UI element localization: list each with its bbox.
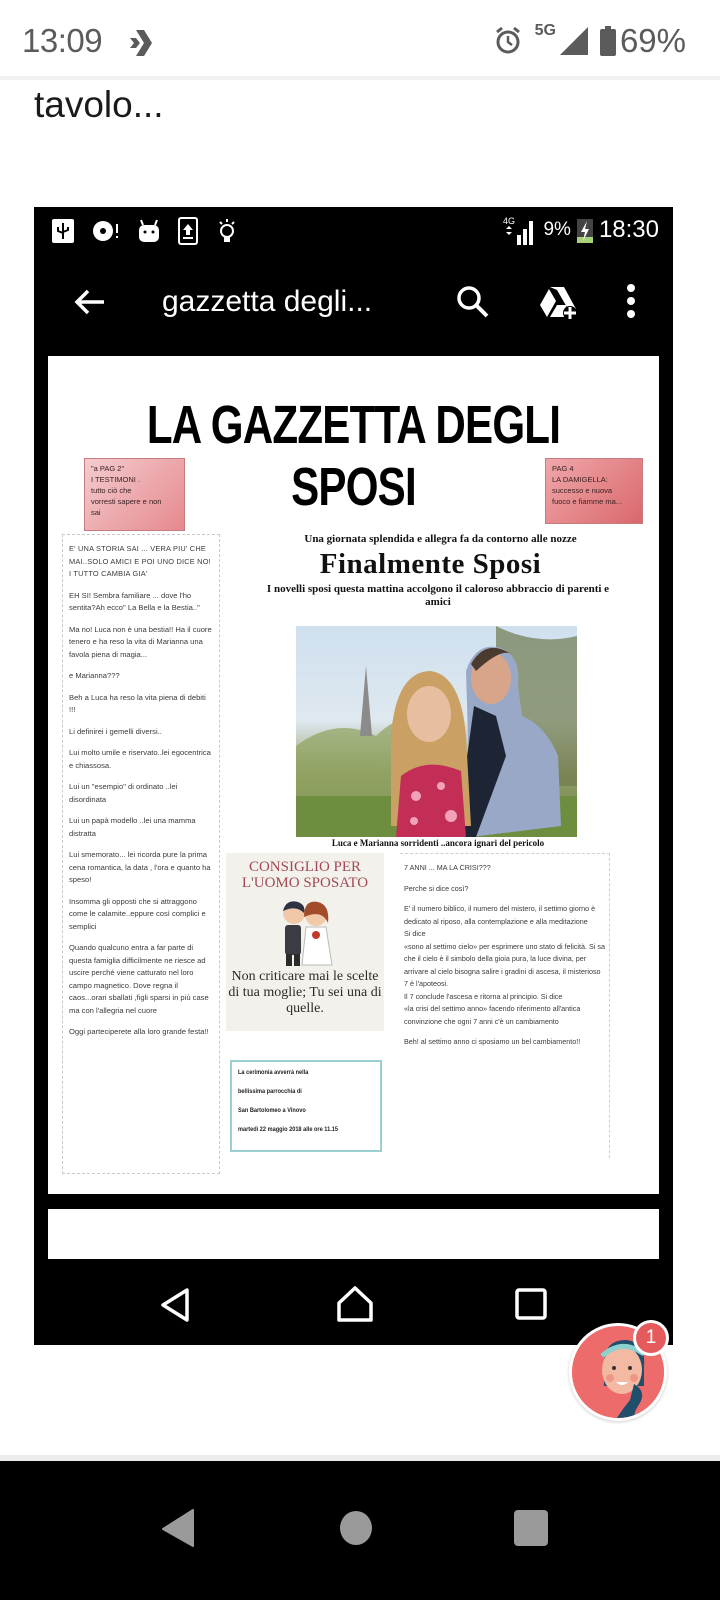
status-time: 13:09 (22, 22, 103, 59)
alarm-icon (493, 26, 523, 56)
embedded-battery-percent: 9% (543, 219, 571, 240)
story-paragraph: Lui smemorato... lei ricorda pure la prima cena romantica, la data , l'ora e quanto ha speso! (69, 850, 211, 884)
ceremony-info-box (230, 1060, 382, 1152)
signal-icon (560, 27, 588, 55)
teaser-line: PAG 4 (552, 464, 574, 473)
search-icon[interactable] (456, 285, 490, 319)
recents-square-icon (514, 1287, 548, 1321)
couple-photo (296, 626, 577, 837)
advice-title: CONSIGLIO PER L'UOMO SPOSATO (241, 859, 369, 891)
record-icon (92, 219, 120, 243)
status-bar (0, 0, 720, 80)
story-paragraph: Beh a Luca ha reso la vita piena di debiti !!! (69, 692, 206, 714)
crisis-paragraph: E' il numero biblico, il numero del mistero, il settimo giorno è dedicato al riposo, alla contemplazione e alla meditazione (404, 904, 596, 926)
svg-text:4G: 4G (503, 216, 516, 226)
teaser-line: tutto ciò che (91, 486, 132, 495)
crisis-paragraph: «sono al settimo cielo» per esprimere uno stato di felicità. Si sa che il cielo è il simbolo della gioia pura, la luce divina, per arrivare al cielo bisogna salire i gradini di ascesa, il misterioso 7 è l'apoteosi. (404, 941, 605, 988)
teaser-line: fuoco e fiamme ma... (552, 497, 623, 506)
arrow-left-icon[interactable] (74, 287, 106, 317)
signal-4g-icon (503, 215, 537, 245)
document-page (48, 356, 659, 1194)
advice-box (226, 853, 384, 1031)
crisis-paragraph: «la crisi del settimo anno» facendo riferimento all'antica convinzione che ogni 7 anni c'è un cambiamento (404, 1004, 581, 1026)
story-paragraph: Ma no! Luca non è una bestia!! Ha il cuore tenero e ha reso la vita di Marianna una favola piena di magia... (69, 624, 212, 659)
notification-badge: 1 (633, 1320, 669, 1356)
battery-percent: 69% (619, 22, 686, 59)
embedded-time: 18:30 (598, 216, 659, 243)
story-paragraph: e Marianna??? (69, 671, 120, 680)
charging-battery-icon (577, 217, 593, 243)
crisis-paragraph: Si dice (404, 929, 426, 938)
teaser-line: I TESTIMONI . (91, 475, 141, 484)
couple-photo-illustration (296, 626, 577, 837)
teaser-line: sai (91, 508, 101, 517)
left-story-column (62, 534, 220, 1174)
story-paragraph: Lui molto umile e riservato..lei egocentrica e chiassosa. (69, 748, 211, 770)
story-paragraph: Li definirei i gemelli diversi.. (69, 726, 162, 736)
android-icon (138, 219, 160, 243)
crisis-paragraph: Beh! al settimo anno ci sposiamo un bel cambiamento!! (404, 1037, 581, 1046)
photo-caption: Luca e Marianna sorridenti ..ancora ignari del pericolo (331, 838, 545, 848)
embedded-status-bar (34, 207, 673, 255)
ceremony-line: martedì 22 maggio 2018 alle ore 11.15 (238, 1126, 339, 1133)
bulb-icon (216, 217, 238, 245)
crisis-paragraph: Perche si dice così? (404, 883, 469, 893)
ceremony-line: La cerimonia avverrà nella (238, 1069, 309, 1076)
teaser-line: LA DAMIGELLA: (552, 475, 608, 484)
battery-icon (600, 26, 616, 56)
story-paragraph: Insomma gli opposti che si attraggono come le calamite..eppure così complici e semplici (69, 896, 206, 931)
crisis-paragraph: 7 ANNI ... MA LA CRISI??? (404, 863, 491, 872)
upload-icon (178, 217, 198, 245)
back-icon[interactable] (161, 1509, 195, 1547)
system-nav-bar (0, 1461, 720, 1600)
newspaper-masthead: LA GAZZETTA DEGLI SPOSI (146, 395, 561, 517)
embedded-app-bar (34, 255, 673, 351)
story-paragraph: Oggi parteciperete alla loro grande festa!! (69, 1027, 209, 1036)
recents-icon[interactable] (513, 1509, 549, 1547)
home-icon[interactable] (339, 1509, 373, 1547)
advice-quote: Non criticare mai le scelte di tua moglie; Tu sei una di quelle. (228, 969, 382, 1016)
embedded-nav-bar (34, 1265, 673, 1345)
home-outline-icon (336, 1285, 374, 1323)
ceremony-line: bellissima parrocchia di (238, 1088, 302, 1095)
story-paragraph: Lui un "esempio" di ordinato ..lei disordinata (69, 782, 178, 804)
embedded-screenshot-image[interactable] (34, 207, 673, 1345)
teaser-box-right (545, 458, 643, 524)
story-paragraph: Quando qualcuno entra a far parte di questa famiglia difficilmente ne riesce ad uscire perché viene catturato nel loro campo magnetico. Dove regna il caos...orari sballati ,figli sparsi in più case ma con l'allegria nel cuore (69, 943, 209, 1015)
document-title: gazzetta degli... (162, 285, 373, 318)
seven-years-column (400, 853, 610, 1158)
teaser-line: "a PAG 2" (91, 464, 125, 473)
story-paragraph: EH SI! Sembra familiare ... dove l'ho sentita?Ah ecco" La Bella e la Bestia.." (69, 590, 200, 612)
story-paragraph: E' UNA STORIA SAI ... VERA PIU' CHE MAI..SOLO AMICI E POI UNO DICE NO! I TUTTO CAMBIA GIA' (69, 544, 211, 578)
main-headline: Finalmente Sposi (319, 548, 542, 580)
network-type: 5G (534, 22, 556, 39)
usb-icon (52, 219, 74, 243)
teaser-line: vorresti sapere e non (91, 497, 162, 506)
back-triangle-icon (159, 1287, 191, 1323)
headline-kicker: Una giornata splendida e allegra fa da contorno alle nozze (304, 533, 577, 545)
app-notification-icon (128, 28, 160, 58)
bride-groom-cartoon-icon (276, 899, 334, 967)
teaser-line: successo e nuova (552, 486, 613, 495)
status-right (493, 22, 686, 60)
ceremony-line: San Bartolomeo a Vinovo (238, 1107, 306, 1114)
post-text-fragment: tavolo... (34, 84, 164, 125)
more-vert-icon[interactable] (626, 283, 636, 319)
headline-subhead: I novelli sposi questa mattina accolgono il caloroso abbraccio di parenti e amici (266, 583, 610, 608)
teaser-box-left (84, 458, 185, 531)
drive-add-icon[interactable] (538, 285, 578, 321)
crisis-paragraph: Il 7 conclude l'ascesa e ritorna al principio. Si dice (404, 991, 563, 1001)
document-page-2 (48, 1209, 659, 1259)
story-paragraph: Lui un papà modello ..lei una mamma distratta (69, 816, 196, 838)
